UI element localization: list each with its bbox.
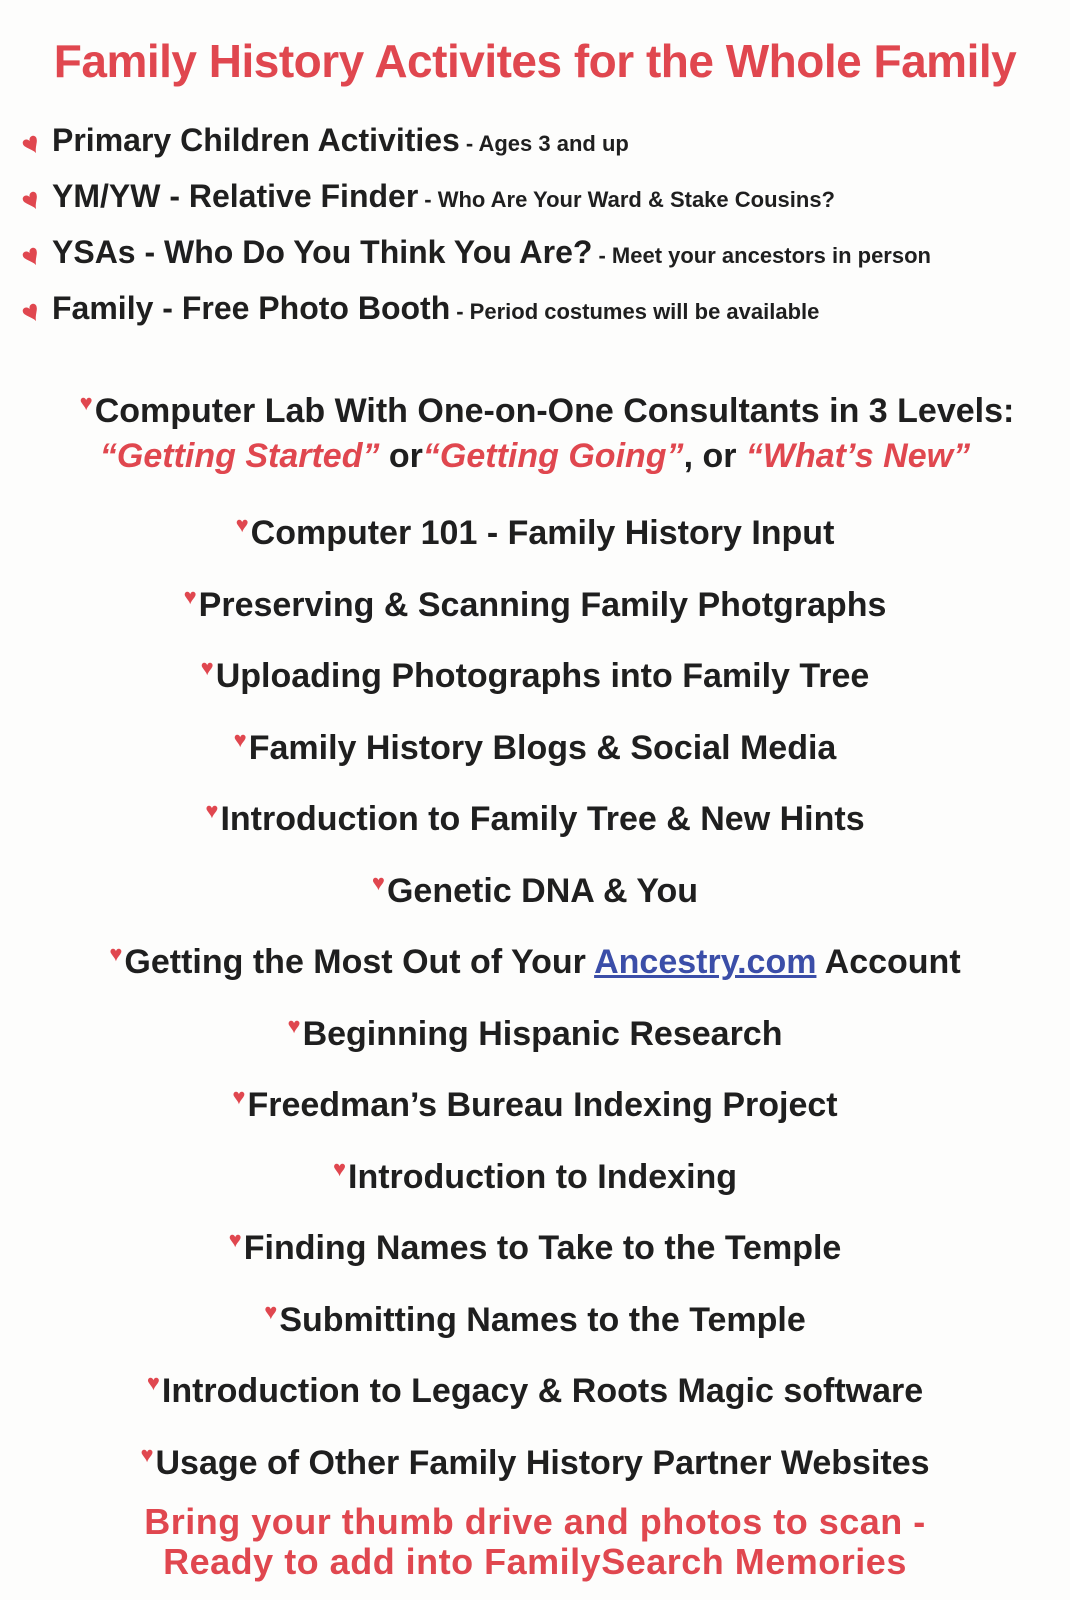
class-item — [0, 1360, 1070, 1432]
class-item — [0, 717, 1070, 789]
heart-icon: ♥ — [205, 798, 219, 823]
footer-line-2: Ready to add into FamilySearch Memories — [163, 1541, 907, 1582]
heart-icon: ♥ — [287, 1012, 301, 1038]
class-item — [0, 1146, 1070, 1218]
class-item — [0, 1432, 1070, 1504]
class-label-suffix: Account — [816, 943, 961, 981]
class-label: Freedman’s Bureau Indexing Project — [247, 1086, 838, 1124]
class-label: Preserving & Scanning Family Photgraphs — [198, 585, 887, 624]
class-label: Beginning Hispanic Research — [302, 1014, 783, 1053]
class-label: Computer 101 - Family History Input — [250, 514, 835, 552]
age-group-item — [15, 234, 1062, 290]
footer-note — [0, 1502, 1070, 1582]
heart-icon: ♥ — [183, 583, 197, 609]
class-label: Genetic DNA & You — [386, 871, 699, 910]
computer-lab-title: Computer Lab With One-on-One Consultants in 3 Levels: — [94, 392, 1015, 430]
age-group-title: YSAs - Who Do You Think You Are? — [52, 234, 593, 270]
class-label: Usage of Other Family History Partner Websites — [155, 1443, 930, 1482]
age-group-item — [15, 178, 1062, 234]
footer-line-1: Bring your thumb drive and photos to scan - — [144, 1501, 926, 1542]
class-label: Introduction to Family Tree & New Hints — [220, 800, 865, 838]
age-group-detail: - Who Are Your Ward & Stake Cousins? — [424, 187, 835, 212]
class-item — [0, 502, 1070, 574]
class-item — [0, 1217, 1070, 1289]
heart-icon: ♥ — [332, 1155, 346, 1181]
computer-lab-section — [0, 390, 1070, 476]
heart-icon: ♥ — [200, 655, 214, 680]
age-group-detail: - Ages 3 and up — [465, 131, 629, 156]
class-item — [0, 1003, 1070, 1075]
heart-icon: ♥ — [79, 390, 93, 415]
class-item — [0, 788, 1070, 860]
heart-icon: ♥ — [146, 1370, 160, 1395]
age-group-item — [15, 290, 1062, 346]
heart-icon: ♥ — [15, 293, 47, 332]
class-item — [0, 860, 1070, 932]
class-label: Uploading Photographs into Family Tree — [215, 657, 870, 695]
age-group-detail: - Meet your ancestors in person — [598, 243, 931, 268]
level-separator: , or — [683, 437, 746, 475]
heart-icon: ♥ — [233, 726, 247, 752]
heart-icon: ♥ — [140, 1441, 154, 1467]
heart-icon: ♥ — [228, 1227, 242, 1252]
level-getting-started: “Getting Started” — [99, 437, 380, 475]
class-label: Finding Names to Take to the Temple — [243, 1229, 842, 1267]
computer-lab-levels — [0, 437, 1070, 476]
heart-icon: ♥ — [109, 941, 123, 966]
heart-icon: ♥ — [264, 1298, 278, 1324]
age-group-item — [15, 122, 1062, 178]
ancestry-link[interactable]: Ancestry.com — [594, 943, 817, 981]
class-label: Introduction to Legacy & Roots Magic software — [161, 1372, 924, 1410]
age-group-detail: - Period costumes will be available — [456, 299, 820, 324]
class-label-prefix: Getting the Most Out of Your — [124, 943, 595, 981]
computer-lab-heading — [0, 390, 1070, 431]
class-label: Family History Blogs & Social Media — [248, 728, 837, 767]
heart-icon: ♥ — [15, 125, 47, 164]
class-item — [0, 645, 1070, 717]
heart-icon: ♥ — [371, 869, 385, 895]
age-group-list — [15, 122, 1062, 346]
class-list — [0, 502, 1070, 1503]
age-group-title: YM/YW - Relative Finder — [52, 178, 419, 214]
heart-icon: ♥ — [232, 1084, 246, 1109]
level-whats-new: “What’s New” — [745, 437, 971, 475]
class-label: Introduction to Indexing — [348, 1157, 738, 1196]
class-item — [0, 1289, 1070, 1361]
heart-icon: ♥ — [15, 181, 47, 220]
class-item — [0, 574, 1070, 646]
heart-icon: ♥ — [235, 512, 249, 537]
age-group-title: Family - Free Photo Booth — [52, 290, 451, 326]
level-getting-going: “Getting Going” — [422, 437, 684, 475]
age-group-title: Primary Children Activities — [52, 122, 460, 158]
class-label: Submitting Names to the Temple — [279, 1300, 806, 1339]
page-title: Family History Activites for the Whole Family — [53, 35, 1017, 87]
level-separator: or — [379, 437, 423, 475]
class-item — [0, 1074, 1070, 1146]
class-item — [0, 931, 1070, 1003]
heart-icon: ♥ — [15, 237, 47, 276]
